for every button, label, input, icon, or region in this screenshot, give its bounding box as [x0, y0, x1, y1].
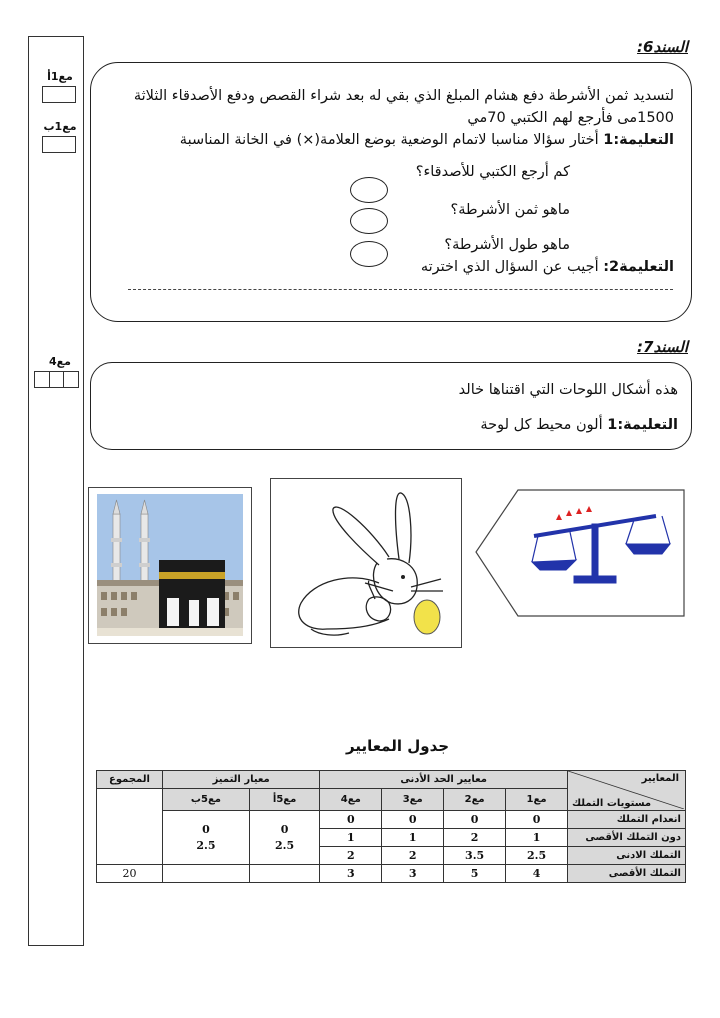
- sanad6-text-line1: لتسديد ثمن الأشرطة دفع هشام المبلغ الذي بقي له بعد شراء القصص ودفع الأصدقاء الثلاثة: [133, 88, 674, 104]
- excellence-b-cell: [163, 811, 250, 865]
- min-criteria-header: معايير الحد الأدنى: [320, 771, 568, 789]
- excellence-b-top: 0: [202, 822, 210, 836]
- total-header: المجموع: [97, 771, 163, 789]
- score-cell: 1: [506, 829, 568, 847]
- criterion-header: مع3: [382, 789, 444, 811]
- sanad6-instruction1: [74, 130, 674, 150]
- score-cell: 0: [382, 811, 444, 829]
- sanad6-text-line2: 1500مى فأرجع لهم الكتبي 70مي: [467, 110, 674, 126]
- rabbit-picture-frame[interactable]: [270, 478, 462, 648]
- answer-line[interactable]: [128, 289, 673, 290]
- criterion-header: مع5أ: [249, 789, 319, 811]
- sanad6-heading: السند6:: [637, 38, 688, 56]
- margin-label-q7: مع4: [49, 355, 71, 368]
- instruction2-label: التعليمة2:: [603, 259, 674, 275]
- score-cell: 3: [382, 865, 444, 883]
- excellence-b-bottom: 2.5: [196, 838, 216, 852]
- score-cell: 1: [382, 829, 444, 847]
- sanad6-instruction2: [74, 257, 674, 277]
- criteria-table: [96, 770, 686, 883]
- option-2-checkbox[interactable]: [350, 208, 388, 234]
- balance-picture-frame[interactable]: [474, 488, 688, 618]
- kaaba-illustration: [89, 488, 251, 643]
- corner-bottom-label: مستويات التملك: [572, 798, 652, 809]
- level-label: التملك الادنى: [568, 847, 686, 865]
- excellence-a-bottom: 2.5: [275, 838, 295, 852]
- criteria-table-title: جدول المعايير: [346, 737, 450, 755]
- score-cell: 3: [320, 865, 382, 883]
- level-label: التملك الأقصى: [568, 865, 686, 883]
- criterion-header: مع2: [444, 789, 506, 811]
- criterion-header: مع4: [320, 789, 382, 811]
- score-cell: 0: [444, 811, 506, 829]
- score-box-q6b[interactable]: [42, 136, 76, 153]
- score-cell: 0: [506, 811, 568, 829]
- excellence-b-empty: [163, 865, 250, 883]
- margin-label-q6a: مع1أ: [47, 70, 73, 83]
- score-cell: 1: [320, 829, 382, 847]
- score-cell: 2.5: [506, 847, 568, 865]
- score-box-q7[interactable]: [34, 371, 78, 388]
- margin-column: [28, 36, 84, 946]
- rabbit-illustration: [271, 479, 461, 647]
- score-cell: 0: [320, 811, 382, 829]
- excellence-a-cell: [249, 811, 319, 865]
- sanad7-instruction1-text: ألون محيط كل لوحة: [480, 417, 608, 433]
- sanad7-text-line1: هذه أشكال اللوحات التي اقتناها خالد: [458, 382, 678, 398]
- kaaba-picture-frame[interactable]: [88, 487, 252, 644]
- instruction2-text: أجيب عن السؤال الذي اخترته: [420, 259, 604, 275]
- level-label: دون التملك الأقصى: [568, 829, 686, 847]
- sanad7-panel: [90, 362, 692, 450]
- balance-illustration: [474, 488, 688, 618]
- margin-label-q6b: مع1ب: [43, 120, 77, 133]
- score-box-q6a[interactable]: [42, 86, 76, 103]
- score-cell: 2: [320, 847, 382, 865]
- instruction1-label: التعليمة:1: [603, 132, 674, 148]
- score-cell: 2: [382, 847, 444, 865]
- total-value: 20: [97, 864, 162, 882]
- instruction1-text: أختار سؤالا مناسبا لاتمام الوضعية بوضع العلامة(×) في الخانة المناسبة: [179, 132, 604, 148]
- score-cell: 3.5: [444, 847, 506, 865]
- option-3-text: ماهو طول الأشرطة؟: [444, 237, 570, 253]
- excellence-a-empty: [249, 865, 319, 883]
- criterion-header: مع5ب: [163, 789, 250, 811]
- sanad7-instruction1: [78, 415, 678, 435]
- table-corner-cell: [568, 771, 686, 811]
- criterion-header: مع1: [506, 789, 568, 811]
- corner-top-label: المعايير: [641, 773, 679, 784]
- total-cell: [97, 789, 163, 883]
- level-label: انعدام التملك: [568, 811, 686, 829]
- excellence-a-top: 0: [280, 822, 289, 836]
- option-2-text: ماهو ثمن الأشرطة؟: [450, 202, 570, 218]
- excellence-criteria-header: معيار التميز: [163, 771, 320, 789]
- sanad7-instruction1-label: التعليمة:1: [607, 417, 678, 433]
- option-1-text: كم أرجع الكتبي للأصدقاء؟: [415, 164, 570, 180]
- sanad7-heading: السند7:: [637, 338, 688, 356]
- score-cell: 4: [506, 865, 568, 883]
- score-cell: 5: [444, 865, 506, 883]
- score-cell: 2: [444, 829, 506, 847]
